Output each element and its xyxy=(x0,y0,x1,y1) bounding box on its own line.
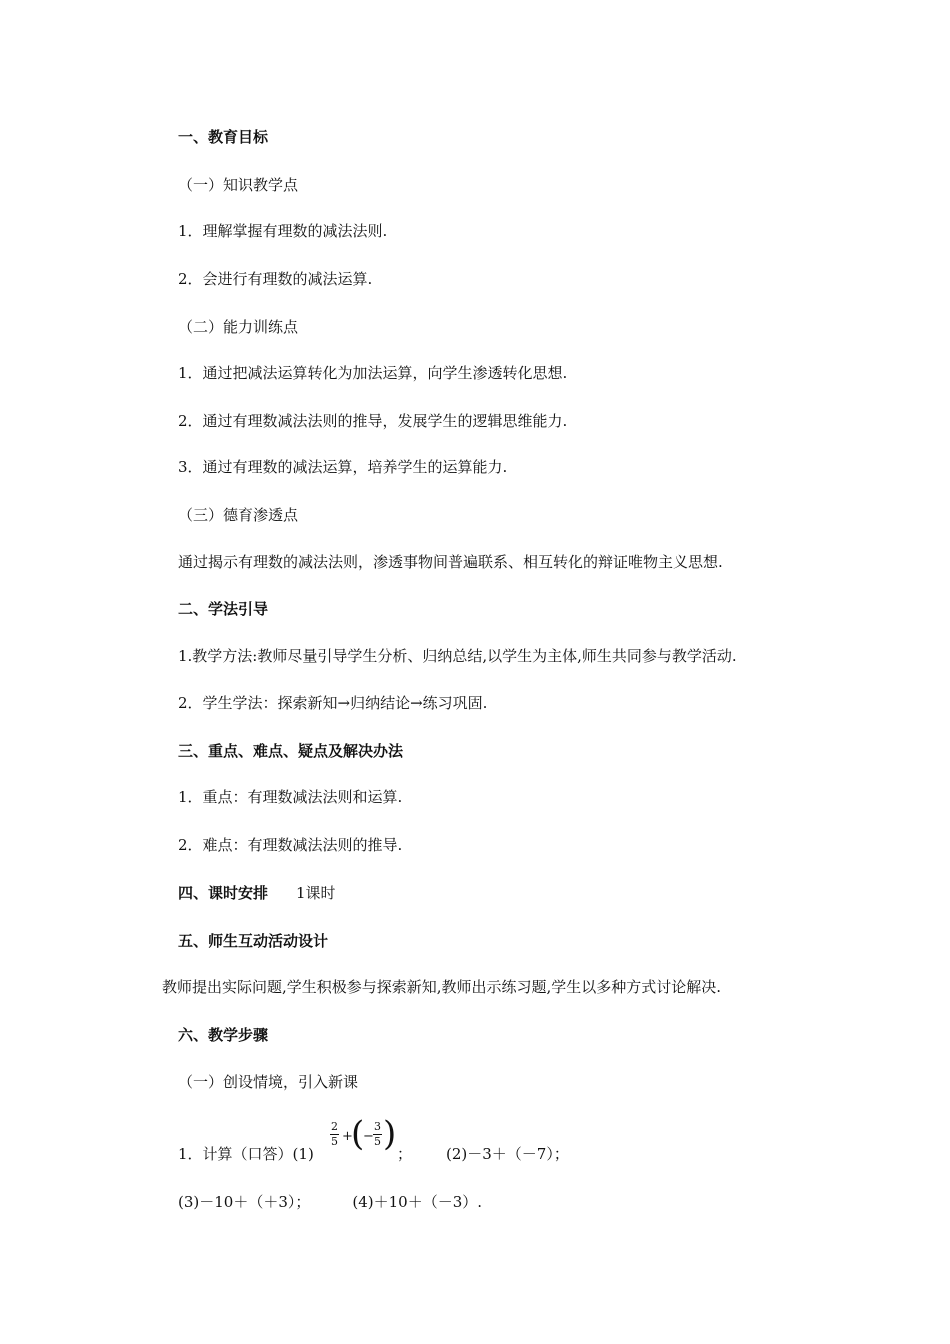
exercise-separator: ； xyxy=(397,1145,413,1163)
subsection-knowledge: （一）知识教学点 xyxy=(178,176,299,194)
exercise-part-2: (2)－3＋（－7）； xyxy=(446,1145,569,1163)
fraction-numerator: 2 xyxy=(331,1120,338,1133)
key-point-item-2: 2．难点：有理数减法法则的推导. xyxy=(178,836,403,854)
exercise-prefix: 1．计算（口答）(1) xyxy=(178,1145,314,1163)
section-6-title: 六、教学步骤 xyxy=(178,1026,269,1044)
fraction-three-fifths xyxy=(373,1121,382,1148)
interaction-text: 教师提出实际问题,学生积极参与探索新知,教师出示练习题,学生以多种方式讨论解决. xyxy=(162,978,722,996)
lesson-hours: 1课时 xyxy=(296,884,336,902)
right-paren: ) xyxy=(383,1114,397,1154)
section-4-row xyxy=(178,882,336,904)
minus-sign: − xyxy=(363,1129,374,1144)
ability-item-2: 2．通过有理数减法法则的推导，发展学生的逻辑思维能力. xyxy=(178,412,568,430)
exercise-part-4: (4)＋10＋（－3）. xyxy=(352,1193,483,1211)
fraction-denominator: 5 xyxy=(331,1135,338,1148)
subsection-moral: （三）德育渗透点 xyxy=(178,506,299,524)
exercise-part-3: (3)－10＋（＋3）； xyxy=(178,1193,311,1211)
section-4-title: 四、课时安排 xyxy=(178,884,269,902)
exercise-row-2 xyxy=(178,1191,482,1213)
knowledge-item-1: 1．理解掌握有理数的减法法则. xyxy=(178,222,388,240)
method-item-1: 1.教学方法:教师尽量引导学生分析、归纳总结,以学生为主体,师生共同参与教学活动. xyxy=(178,647,737,665)
fraction-denominator: 5 xyxy=(374,1135,381,1148)
left-paren: ( xyxy=(351,1114,365,1154)
key-point-item-1: 1．重点：有理数减法法则和运算. xyxy=(178,788,403,806)
section-5-title: 五、师生互动活动设计 xyxy=(178,932,329,950)
subsection-ability: （二）能力训练点 xyxy=(178,318,299,336)
section-1-title: 一、教育目标 xyxy=(178,128,269,146)
fraction-two-fifths xyxy=(330,1121,339,1148)
section-3-title: 三、重点、难点、疑点及解决办法 xyxy=(178,742,404,760)
section-2-title: 二、学法引导 xyxy=(178,600,269,618)
subsection-situation: （一）创设情境，引入新课 xyxy=(178,1073,359,1091)
fraction-numerator: 3 xyxy=(374,1120,381,1133)
knowledge-item-2: 2．会进行有理数的减法运算. xyxy=(178,270,373,288)
method-item-2: 2．学生学法：探索新知→归纳结论→练习巩固. xyxy=(178,694,488,712)
moral-text: 通过揭示有理数的减法法则，渗透事物间普遍联系、相互转化的辩证唯物主义思想. xyxy=(178,553,723,571)
ability-item-3: 3．通过有理数的减法运算，培养学生的运算能力. xyxy=(178,458,508,476)
plus-sign: + xyxy=(342,1129,353,1144)
ability-item-1: 1．通过把减法运算转化为加法运算，向学生渗透转化思想. xyxy=(178,364,568,382)
